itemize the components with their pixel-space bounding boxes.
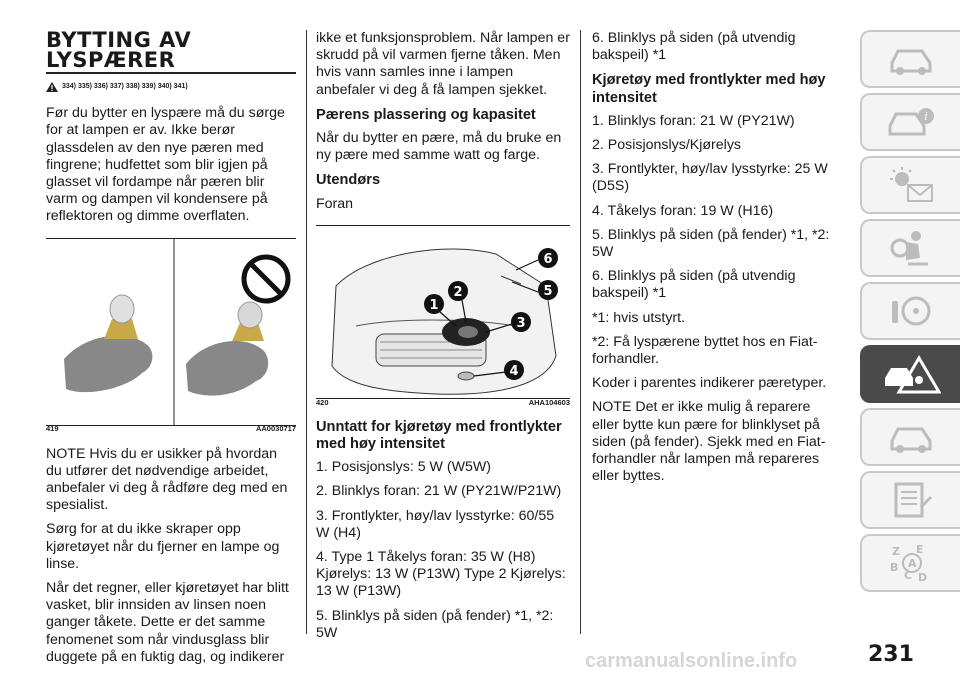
emergency-triangle-icon [881,352,941,396]
svg-text:1: 1 [429,297,439,313]
svg-text:D: D [918,571,928,584]
column-3 [592,30,832,492]
subheading-front: Foran [316,195,354,212]
figure-number: 419 [46,424,59,434]
footnote-2: *2: Få lyspærene byttet hos en Fiat-forhandler. [592,333,818,368]
specifications-icon [886,480,936,520]
column-divider-2 [580,30,581,634]
svg-text:Z: Z [892,545,900,558]
figure-code: AHA104603 [528,397,570,407]
tab-car-info-i[interactable] [860,93,960,151]
list-item: 5. Blinklys på siden (på fender) *1, *2: 5W [592,226,830,261]
note-paragraph: NOTE Det er ikke mulig å reparere eller bytte kun pære for blinklyset på siden (på fender). Sjekk med en Fiat-forhandler når lampen må repareres eller byttes. [592,399,826,485]
index-abc-icon [886,541,936,585]
column-divider-1 [306,30,307,634]
svg-text:5: 5 [543,283,553,299]
heading-exterior: Utendørs [316,172,381,189]
callout-1 [424,294,444,314]
callout-4 [504,360,524,380]
car-maintenance-icon [886,419,936,455]
list-item: 4. Type 1 Tåkelys foran: 35 W (H8) Kjørelys: 13 W (P13W) Type 2 Kjørelys: 13 W (P13W) [316,549,566,600]
tab-warning-lights[interactable] [860,156,960,214]
svg-text:E: E [916,543,924,556]
list-item: 2. Posisjonslys/Kjørelys [592,137,742,154]
title-line-1: BYTTING AV [46,28,192,52]
tab-index[interactable] [860,534,960,592]
figure-code: AA0030717 [255,424,296,434]
tab-car-maintenance[interactable] [860,408,960,466]
svg-text:4: 4 [509,363,519,379]
figure-number: 420 [316,397,329,407]
list-item: 5. Blinklys på siden (på fender) *1, *2: 5W [316,607,554,641]
chapter-tabs [860,30,960,597]
front-lights-illustration [316,226,570,398]
tab-emergency[interactable] [860,345,960,403]
figure-420 [316,225,570,407]
watermark: carmanualsonline.info [585,650,798,672]
refs-text: 334) 335) 336) 337) 338) 339) 340) 341) [62,83,188,90]
figure-420-caption [316,394,570,411]
list-item: 3. Frontlykter, høy/lav lysstyrke: 60/55 W (H4) [316,507,555,541]
list-item: 6. Blinklys på siden (på utvendig bakspeil) *1 [592,268,796,302]
warning-triangle-icon [46,82,58,92]
tab-specifications[interactable] [860,471,960,529]
callout-2 [448,281,468,301]
heading-hid: Kjøretøy med frontlykter med høy intensitet [592,72,826,106]
tab-airbag-seat[interactable] [860,219,960,277]
svg-text:i: i [924,110,928,123]
column-2 [316,30,570,649]
callout-6 [538,248,558,268]
tab-car-info[interactable] [860,30,960,88]
paragraph-continued: ikke et funksjonsproblem. Når lampen er skrudd på vil varmen fjerne tåken. Men hvis vann samles inne i lampen anbefaler vi deg å få lampen sjekket. [316,30,570,98]
bulb-handling-illustration [46,239,296,425]
paragraph-scratch: Sørg for at du ikke skraper opp kjøretøyet når du fjerner en lampe og linse. [46,521,280,572]
intro-paragraph: Før du bytter en lyspære må du sørge for at lampen er av. Ikke berør glassdelen av den nye pæren med fingrene; hudfettet som blir igjen på glasset vil fordampe når pæren blir varm og dampen vil kondensere på reflektoren og dimme overflaten. [46,105,285,225]
list-item: 3. Frontlykter, høy/lav lysstyrke: 25 W (D5S) [592,161,828,195]
paragraph-fog: Når det regner, eller kjøretøyet har blitt vasket, blir innsiden av linsen noen ganger tåkete. Dette er det samme fenomenet som når vindusglass blir duggete på en fuktig dag, og indikerer [46,580,289,665]
figure-419-caption [46,420,296,437]
warning-references [46,78,296,95]
footnote-1: *1: hvis utstyrt. [592,309,686,326]
column-1 [46,30,296,673]
list-item: 1. Blinklys foran: 21 W (PY21W) [592,112,795,129]
figure-419 [46,238,296,434]
callout-5 [538,280,558,300]
car-info-icon [886,41,936,77]
svg-text:A: A [908,557,917,570]
title-line-2: LYSPÆRER [46,48,176,72]
list-item: 4. Tåkelys foran: 19 W (H16) [592,202,774,219]
steering-key-icon [886,291,936,331]
list-item: 1. Posisjonslys: 5 W (W5W) [316,459,492,476]
svg-text:6: 6 [543,251,553,267]
title-rule [46,72,296,74]
prohibition-icon [244,257,288,301]
section-title [46,30,296,70]
airbag-seat-icon [886,228,936,268]
tab-steering-key[interactable] [860,282,960,340]
heading-non-hid: Unntatt for kjøretøy med frontlykter med høy intensitet [316,418,562,453]
warning-lights-icon [886,165,936,205]
car-info-i-icon [886,104,936,140]
page-number: 231 [868,642,914,667]
svg-text:B: B [890,561,899,574]
svg-text:3: 3 [516,315,526,331]
codes-note: Koder i parentes indikerer pæretyper. [592,375,827,392]
list-item: 2. Blinklys foran: 21 W (PY21W/P21W) [316,483,562,500]
heading-bulb-location: Pærens plassering og kapasitet [316,106,536,123]
note-paragraph: NOTE Hvis du er usikker på hvordan du utfører det nødvendige arbeidet, anbefaler vi deg å rådføre deg med en spesialist. [46,445,288,514]
callout-3 [511,312,531,332]
svg-text:C: C [904,569,913,582]
paragraph-same-watt: Når du bytter en pære, må du bruke en ny pære med samme watt og farge. [316,130,562,164]
svg-text:2: 2 [453,284,463,300]
list-item: 6. Blinklys på siden (på utvendig bakspeil) *1 [592,30,796,64]
